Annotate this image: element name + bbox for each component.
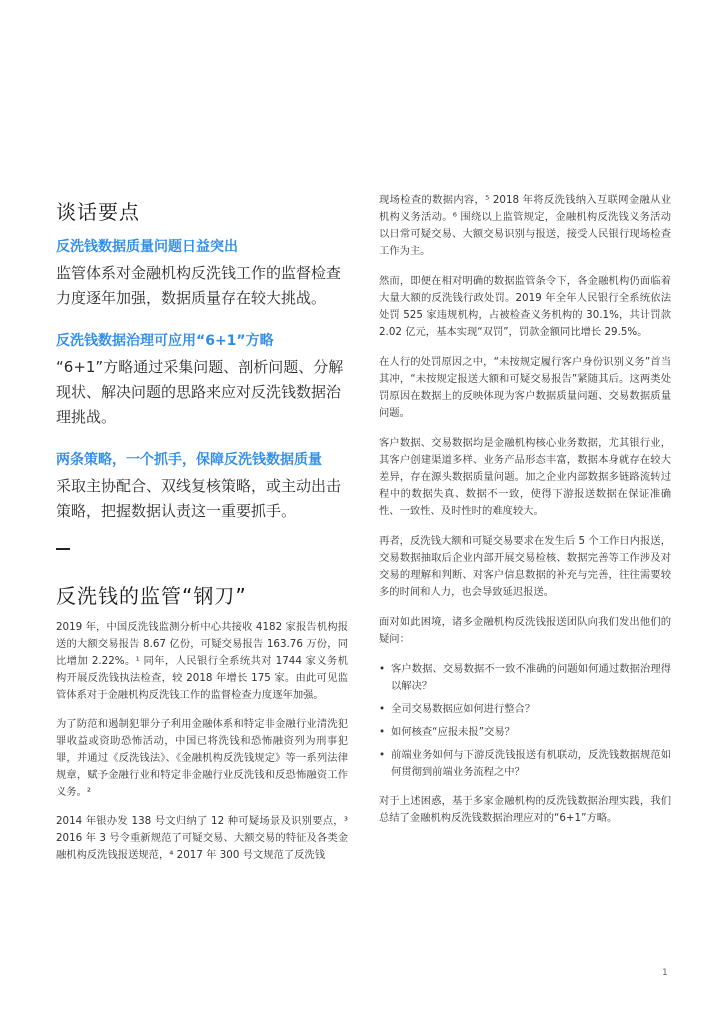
list-item [379, 724, 671, 741]
body-paragraph: 面对如此困境，诸多金融机构反洗钱报送团队向我们发出他们的疑问： [379, 616, 671, 645]
bullet-icon: • [379, 663, 386, 675]
right-column [379, 192, 671, 840]
key-point-title: 两条策略，一个抓手，保障反洗钱数据质量 [56, 452, 322, 468]
left-column [56, 196, 348, 876]
body-paragraph: 对于上述困惑，基于多家金融机构的反洗钱数据治理实践，我们总结了金融机构反洗钱数据治理应对的“6+1”方略。 [379, 795, 671, 824]
body-paragraph: 再者，反洗钱大额和可疑交易要求在发生后 5 个工作日内报送，交易数据抽取后企业内部开展交易检核、数据完善等工作涉及对交易的理解和判断、对客户信息数据的补充与完善，往往需要较多的时间和人力，也会导致延迟报送。 [379, 535, 671, 598]
talking-points-heading: 谈话要点 [56, 200, 140, 224]
key-point [56, 237, 348, 311]
key-point-body: “6+1”方略通过采集问题、剖析问题、分解现状、解决问题的思路来应对反洗钱数据治理挑战。 [56, 358, 344, 426]
key-point [56, 450, 348, 524]
list-item-text: 客户数据、交易数据不一致不准确的问题如何通过数据治理得以解决？ [391, 663, 671, 692]
list-item-text: 全司交易数据应如何进行整合？ [391, 703, 536, 715]
body-paragraph: 然而，即便在相对明确的数据监管条令下，各金融机构仍面临着大量大额的反洗钱行政处罚。2019 年全年人民银行全系统依法处罚 525 家违规机构，占被检查义务机构的 30.1%，共计罚款 2.02 亿元，基本实现“双罚”，罚款金额同比增长 29.5%。 [379, 275, 671, 338]
list-item-text: 前端业务如何与下游反洗钱报送有机联动，反洗钱数据规范如何贯彻到前端业务流程之中？ [391, 749, 671, 778]
key-point-body: 监管体系对金融机构反洗钱工作的监督检查力度逐年加强，数据质量存在较大挑战。 [56, 264, 342, 307]
section-divider [56, 548, 70, 550]
bullet-icon: • [379, 726, 386, 738]
body-paragraph: 为了防范和遏制犯罪分子利用金融体系和特定非金融行业清洗犯罪收益或资助恐怖活动，中国已将洗钱和恐怖融资列为刑事犯罪，并通过《反洗钱法》、《金融机构反洗钱规定》等一系列法律规章，赋予金融行业和特定非金融行业反洗钱和反恐怖融资工作义务。² [56, 718, 348, 798]
list-item [379, 747, 671, 781]
key-point-body: 采取主协配合、双线复核策略，或主动出击策略，把握数据认责这一重要抓手。 [56, 477, 342, 520]
list-item-text: 如何核查“应报未报”交易？ [391, 726, 515, 738]
key-point [56, 331, 348, 430]
question-list [379, 661, 671, 781]
page-number: 1 [662, 968, 668, 978]
body-paragraph: 2019 年，中国反洗钱监测分析中心共接收 4182 家报告机构报送的大额交易报告 8.67 亿份，可疑交易报告 163.76 万份，同比增加 2.22%。¹ 同年，人民银行全系统共对 1744 家义务机构开展反洗钱执法检查，较 2018 年增长 175 家。由此可见监管体系对于金融机构反洗钱工作的监督检查力度逐年加强。 [56, 621, 348, 701]
body-paragraph: 客户数据、交易数据均是金融机构核心业务数据，尤其银行业，其客户创建渠道多样、业务产品形态丰富，数据本身就存在较大差异，存在源头数据质量问题。加之企业内部数据多链路流转过程中的数据失真、数据不一致，使得下游报送数据在保证准确性、一致性、及时性时的难度较大。 [379, 437, 671, 517]
key-point-title: 反洗钱数据治理可应用“6+1”方略 [56, 333, 274, 349]
list-item [379, 701, 671, 718]
list-item [379, 661, 671, 695]
body-paragraph: 在人行的处罚原因之中，“未按规定履行客户身份识别义务”首当其冲，“未按规定报送大额和可疑交易报告”紧随其后。这两类处罚原因在数据上的反映体现为客户数据质量问题、交易数据质量问题。 [379, 356, 671, 419]
key-point-title: 反洗钱数据质量问题日益突出 [56, 239, 238, 255]
body-paragraph: 2014 年银办发 138 号文归纳了 12 种可疑场景及识别要点，³ 2016 年 3 号令重新规范了可疑交易、大额交易的特征及各类金融机构反洗钱报送规范，⁴ 2017 年 300 号文规范了反洗钱 [56, 815, 348, 861]
section-heading: 反洗钱的监管“钢刀” [56, 584, 247, 608]
bullet-icon: • [379, 703, 386, 715]
bullet-icon: • [379, 749, 386, 761]
body-paragraph: 现场检查的数据内容，⁵ 2018 年将反洗钱纳入互联网金融从业机构义务活动。⁶ 围绕以上监管规定，金融机构反洗钱义务活动以日常可疑交易、大额交易识别与报送，接受人民银行现场检查工作为主。 [379, 194, 671, 257]
